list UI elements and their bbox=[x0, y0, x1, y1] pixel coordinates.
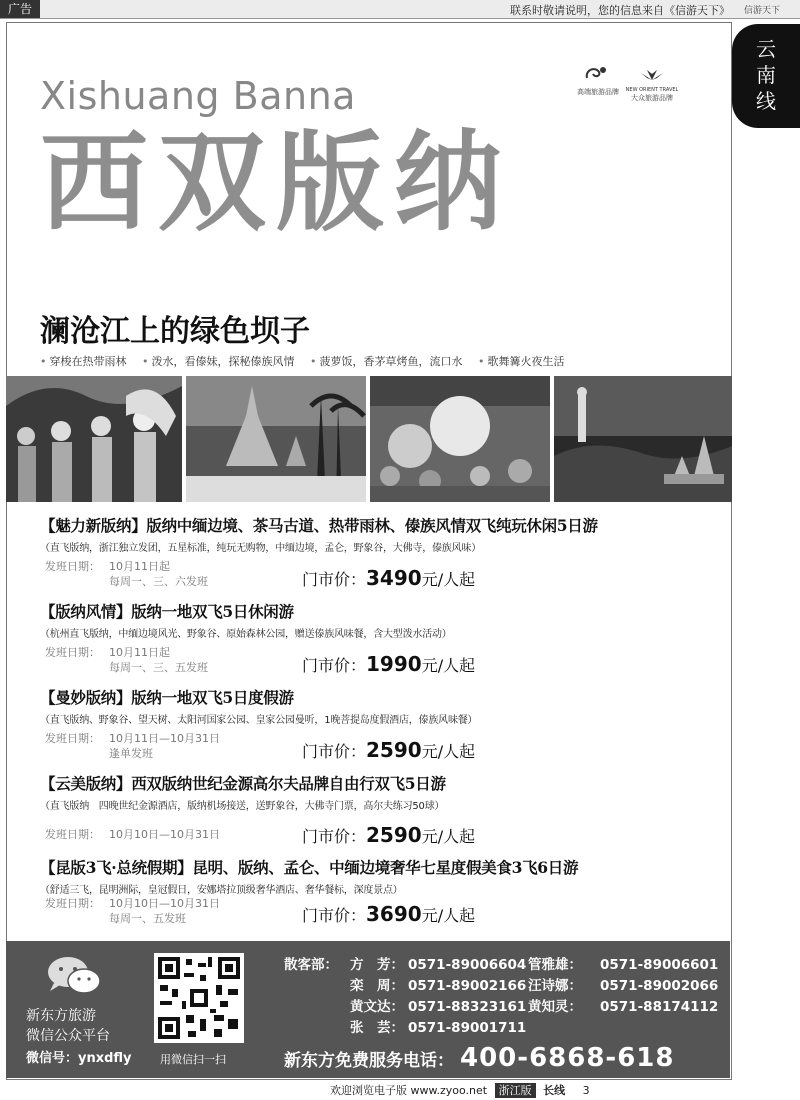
region-char: 线 bbox=[756, 89, 776, 113]
tour-dates bbox=[45, 731, 220, 761]
footer-panel bbox=[6, 941, 730, 1078]
hotline-label: 新东方免费服务电话： bbox=[284, 1051, 454, 1071]
english-title: Xishuang Banna bbox=[40, 74, 356, 118]
website-link[interactable]: 欢迎浏览电子版 www.zyoo.net bbox=[330, 1084, 488, 1097]
tour-title: 【魅力新版纳】版纳中缅边境、茶马古道、热带雨林、傣族风情双飞纯玩休闲5日游 bbox=[40, 516, 598, 535]
contact-phone[interactable]: 0571-89002166 bbox=[408, 978, 527, 994]
contact-notice: 联系时敬请说明，您的信息来自《信游天下》 bbox=[510, 4, 730, 17]
date-label: 发班日期： bbox=[45, 646, 100, 659]
date-label: 发班日期： bbox=[45, 732, 100, 745]
page-number: 3 bbox=[582, 1084, 590, 1097]
price-unit: 元/人起 bbox=[421, 742, 476, 761]
contact-row bbox=[284, 1018, 718, 1039]
contact-name: 方 芳： bbox=[350, 957, 404, 973]
brand-new-orient bbox=[622, 64, 682, 103]
tour-item bbox=[40, 600, 730, 676]
tour-dates bbox=[45, 645, 208, 675]
tagline: 澜沧江上的绿色坝子 bbox=[40, 314, 310, 349]
department-label: 散客部： bbox=[284, 957, 338, 973]
price-amount: 3490 bbox=[366, 566, 422, 590]
wechat-account-name: 新东方旅游 bbox=[26, 1008, 96, 1024]
date-range: 10月11日—10月31日 bbox=[109, 732, 220, 745]
wechat-id: 微信号：ynxdfly bbox=[26, 1051, 132, 1066]
brand-yunmei bbox=[568, 64, 628, 97]
top-bar bbox=[0, 0, 800, 19]
contact-name: 管雅雄： bbox=[528, 957, 582, 973]
contact-phone[interactable]: 0571-89001711 bbox=[408, 1020, 527, 1036]
brand-caption: 高端旅游品牌 bbox=[577, 88, 619, 96]
price-amount: 2590 bbox=[366, 738, 422, 762]
tour-description: （直飞版纳、野象谷、望天树、太阳河国家公园、皇家公园曼听，1晚菩提岛度假酒店，傣族风味餐） bbox=[40, 715, 478, 726]
qr-code-icon[interactable] bbox=[154, 953, 244, 1043]
contact-phone[interactable]: 0571-88323161 bbox=[408, 999, 527, 1015]
tour-price bbox=[302, 566, 475, 590]
tour-title: 【昆版3飞·总统假期】昆明、版纳、孟仑、中缅边境奢华七星度假美食3飞6日游 bbox=[40, 858, 579, 877]
contact-row bbox=[284, 955, 718, 976]
price-label: 门市价： bbox=[302, 827, 367, 846]
date-range: 10月10日—10月31日 bbox=[109, 828, 220, 841]
feature-item: • 泼水，看傣妹，探秘傣族风情 bbox=[142, 355, 295, 368]
contact-phone[interactable]: 0571-89006604 bbox=[408, 957, 527, 973]
lotus-logo-icon bbox=[635, 64, 669, 84]
tour-title: 【版纳风情】版纳一地双飞5日休闲游 bbox=[40, 602, 294, 621]
tour-item bbox=[40, 856, 730, 926]
tour-dates bbox=[45, 896, 220, 926]
contact-row bbox=[284, 976, 718, 997]
price-unit: 元/人起 bbox=[421, 656, 476, 675]
chinese-title: 西双版纳 bbox=[40, 121, 513, 246]
section-label: 长线 bbox=[543, 1084, 566, 1097]
tour-title: 【云美版纳】西双版纳世纪金源高尔夫品牌自由行双飞5日游 bbox=[40, 774, 446, 793]
tour-item bbox=[40, 514, 730, 590]
tour-description: （直飞版纳，浙江独立发团，五星标准，纯玩无购物，中缅边境，孟仑，野象谷，大佛寺，傣族风味） bbox=[40, 543, 481, 554]
price-unit: 元/人起 bbox=[421, 827, 476, 846]
region-tab bbox=[732, 24, 800, 128]
publication-logo: 信游天下 bbox=[743, 6, 780, 16]
wechat-platform-label: 微信公众平台 bbox=[26, 1028, 110, 1044]
departure-schedule: 逢单发班 bbox=[109, 747, 153, 760]
yunmei-logo-icon bbox=[581, 64, 615, 84]
brand-caption: 大众旅游品牌 bbox=[631, 94, 673, 102]
contact-phone[interactable]: 0571-89002066 bbox=[600, 978, 719, 994]
tour-item bbox=[40, 772, 730, 847]
date-range: 10月10日—10月31日 bbox=[109, 897, 220, 910]
date-label: 发班日期： bbox=[45, 560, 100, 573]
tour-price bbox=[302, 652, 475, 676]
price-label: 门市价： bbox=[302, 906, 367, 925]
bottom-bar bbox=[330, 1082, 800, 1100]
photo-strip bbox=[6, 376, 732, 502]
date-label: 发班日期： bbox=[45, 897, 100, 910]
feature-item: • 歌舞篝火夜生活 bbox=[478, 355, 565, 368]
region-char: 云 bbox=[756, 37, 776, 61]
wechat-icon bbox=[46, 955, 102, 997]
tour-dates bbox=[45, 559, 208, 589]
date-label: 发班日期： bbox=[45, 828, 100, 841]
tour-description: （舒适三飞，昆明洲际，皇冠假日，安娜塔拉顶级奢华酒店、奢华餐标，深度景点） bbox=[40, 885, 403, 896]
price-unit: 元/人起 bbox=[421, 570, 476, 589]
tour-item bbox=[40, 686, 730, 762]
contact-phone[interactable]: 0571-89006601 bbox=[600, 957, 719, 973]
departure-schedule: 每周一、三、五发班 bbox=[109, 661, 208, 674]
tour-description: （杭州直飞版纳，中缅边境风光、野象谷、原始森林公园，赠送傣族风味餐，含大型泼水活动） bbox=[40, 629, 452, 640]
region-char: 南 bbox=[756, 63, 776, 87]
contact-list bbox=[284, 955, 718, 1039]
feature-list bbox=[40, 353, 730, 369]
price-amount: 2590 bbox=[366, 823, 422, 847]
tour-price bbox=[302, 902, 475, 926]
water-festival-photo bbox=[370, 376, 550, 502]
departure-schedule: 每周一、三、六发班 bbox=[109, 575, 208, 588]
tour-price bbox=[302, 738, 475, 762]
tour-price bbox=[302, 823, 475, 847]
price-label: 门市价： bbox=[302, 570, 367, 589]
contact-name: 黄文达： bbox=[350, 999, 404, 1015]
departure-schedule: 每周一、五发班 bbox=[109, 912, 186, 925]
contact-row bbox=[284, 997, 718, 1018]
temple-photo bbox=[186, 376, 366, 502]
feature-item: • 穿梭在热带雨林 bbox=[40, 355, 127, 368]
price-label: 门市价： bbox=[302, 742, 367, 761]
date-range: 10月11日起 bbox=[109, 560, 170, 573]
contact-phone[interactable]: 0571-88174112 bbox=[600, 999, 719, 1015]
buddha-statue-photo bbox=[554, 376, 732, 502]
hotline bbox=[284, 1043, 675, 1073]
contact-name: 栾 周： bbox=[350, 978, 404, 994]
price-amount: 3690 bbox=[366, 902, 422, 926]
ad-tag: 广告 bbox=[0, 0, 40, 18]
price-label: 门市价： bbox=[302, 656, 367, 675]
feature-item: • 菠萝饭，香茅草烤鱼，流口水 bbox=[310, 355, 463, 368]
tour-dates bbox=[45, 827, 220, 842]
contact-name: 黄知灵： bbox=[528, 999, 582, 1015]
price-unit: 元/人起 bbox=[421, 906, 476, 925]
dancers-photo bbox=[6, 376, 182, 502]
contact-name: 张 芸： bbox=[350, 1020, 404, 1036]
price-amount: 1990 bbox=[366, 652, 422, 676]
tour-title: 【曼妙版纳】版纳一地双飞5日度假游 bbox=[40, 688, 294, 707]
edition-badge: 浙江版 bbox=[495, 1083, 536, 1098]
qr-caption: 用微信扫一扫 bbox=[160, 1053, 226, 1066]
hotline-number[interactable]: 400-6868-618 bbox=[460, 1043, 675, 1073]
tour-description: （直飞版纳 四晚世纪金源酒店，版纳机场接送，送野象谷，大佛寺门票，高尔夫练习50球） bbox=[40, 801, 445, 812]
contact-name: 汪诗娜： bbox=[528, 978, 582, 994]
brand-name: NEW ORIENT TRAVEL bbox=[625, 87, 679, 93]
date-range: 10月11日起 bbox=[109, 646, 170, 659]
